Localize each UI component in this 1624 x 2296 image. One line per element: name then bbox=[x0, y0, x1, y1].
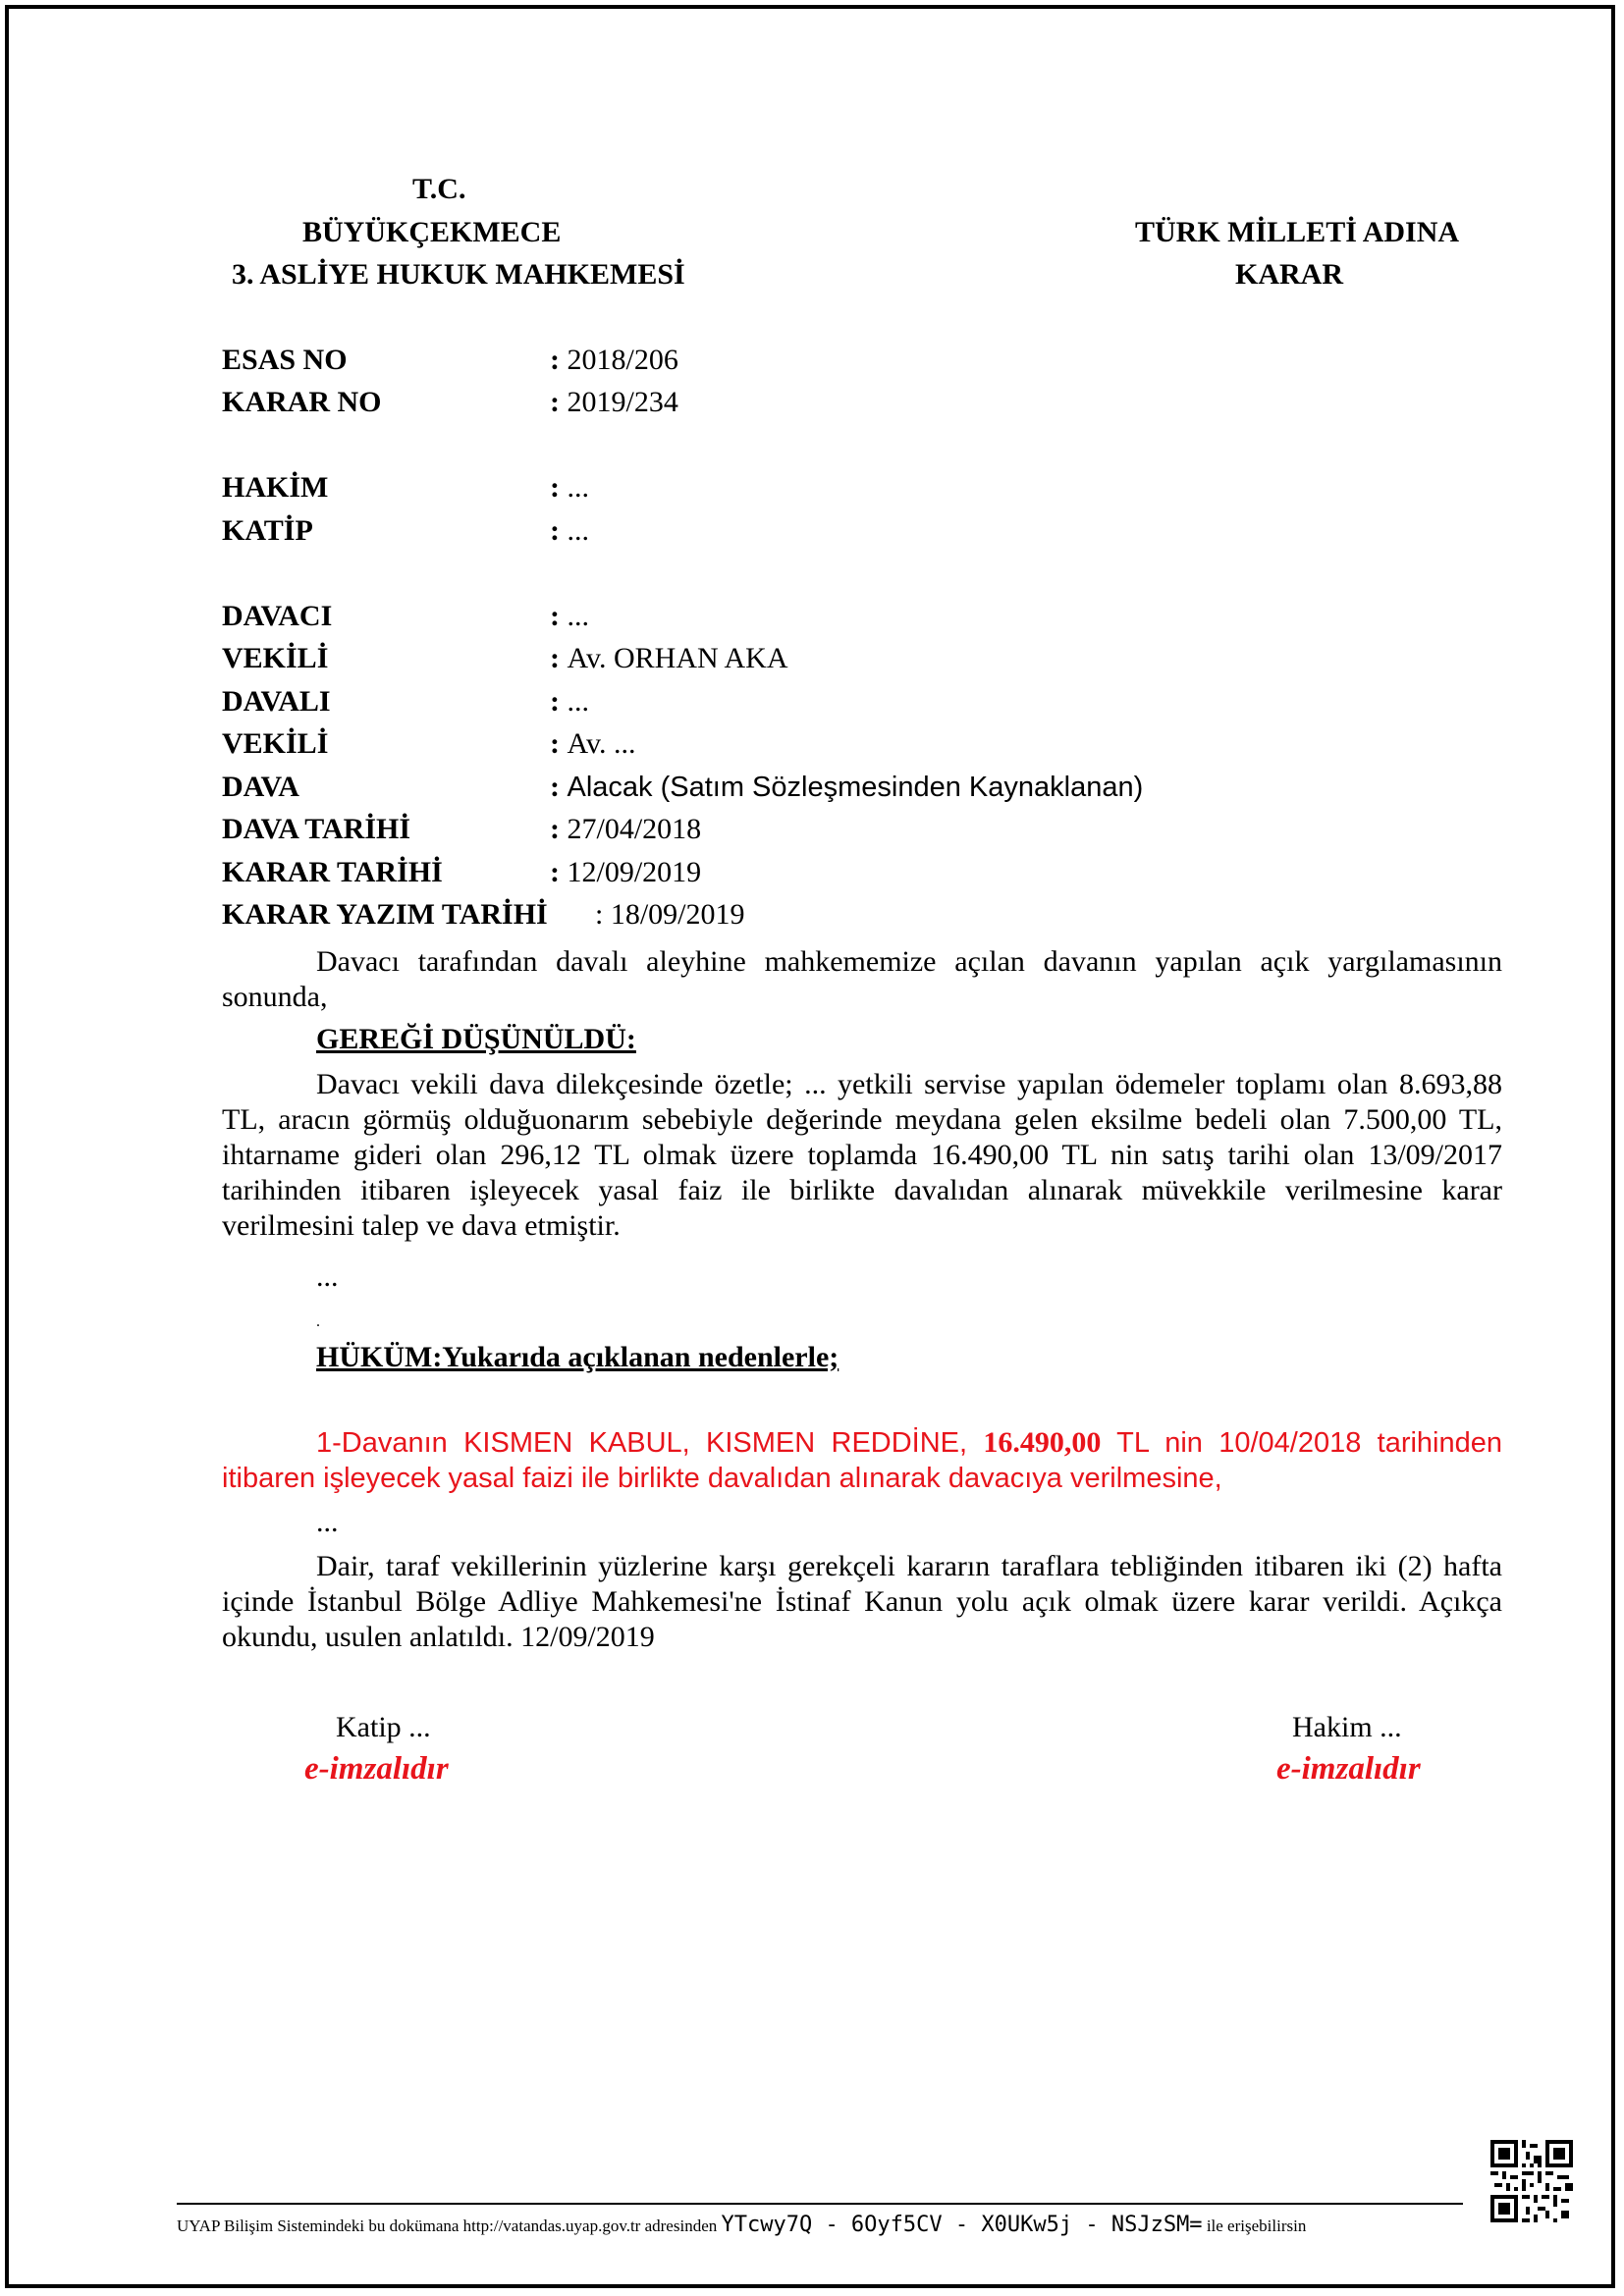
verdict-paragraph: 1-Davanın KISMEN KABUL, KISMEN REDDİNE, 16.490,00 TL nin 10/04/2018 tarihinden itibaren işleyecek yasal faizi ile birlikte davalıdan alınarak davacıya verilmesine, bbox=[222, 1426, 1503, 1494]
label-dava-tarihi: DAVA TARİHİ bbox=[222, 813, 411, 845]
value-karar-tarihi: : 12/09/2019 bbox=[550, 856, 702, 888]
qr-code-icon bbox=[1490, 2140, 1573, 2222]
header-city: BÜYÜKÇEKMECE bbox=[302, 216, 562, 248]
intro-paragraph: Davacı tarafından davalı aleyhine mahkememize açılan davanın yapılan açık yargılamasının sonunda, bbox=[222, 945, 1502, 1013]
footer-rule bbox=[177, 2203, 1463, 2205]
footer-prefix: UYAP Bilişim Sistemindeki bu dokümana http://vatandas.uyap.gov.tr adresinden bbox=[177, 2216, 718, 2235]
header-nation: TÜRK MİLLETİ ADINA bbox=[1135, 216, 1460, 248]
label-hakim: HAKİM bbox=[222, 471, 329, 504]
label-karar-no: KARAR NO bbox=[222, 386, 382, 418]
value-katip: : ... bbox=[550, 514, 589, 547]
label-katip: KATİP bbox=[222, 514, 313, 547]
label-karar-tarihi: KARAR TARİHİ bbox=[222, 856, 443, 888]
judge-label: Hakim ... bbox=[1292, 1711, 1402, 1743]
label-davaci: DAVACI bbox=[222, 600, 333, 632]
closing-paragraph: Dair, taraf vekillerinin yüzlerine karşı gerekçeli kararın taraflara tebliğinden itibaren iki (2) hafta içinde İstanbul Bölge Adliye Mahkemesi'ne İstinaf Kanun yolu açık olmak üzere karar verildi. Açıkça okundu, usulen anlatıldı. 12/09/2019 bbox=[222, 1550, 1502, 1653]
judge-esign: e-imzalıdır bbox=[1276, 1751, 1421, 1787]
value-davaci-vekili: : Av. ORHAN AKA bbox=[550, 642, 788, 674]
footer-code: YTcwy7Q - 6Oyf5CV - X0UKw5j - NSJzSM= bbox=[721, 2213, 1203, 2237]
label-davali: DAVALI bbox=[222, 685, 331, 718]
clerk-esign: e-imzalıdır bbox=[304, 1751, 449, 1787]
heading-gerekci: GEREĞİ DÜŞÜNÜLDÜ: bbox=[316, 1023, 636, 1055]
value-hakim: : ... bbox=[550, 471, 589, 504]
value-davaci: : ... bbox=[550, 600, 589, 632]
value-karar-no: : 2019/234 bbox=[550, 386, 678, 418]
clerk-label: Katip ... bbox=[336, 1711, 431, 1743]
summary-paragraph: Davacı vekili dava dilekçesinde özetle; ... yetkili servise yapılan ödemeler toplamı olan 8.693,88 TL, aracın görmüş olduğuonarım sebebiyle değerinde meydana gelen eksilme bedeli olan 7.500,00 TL, ihtarname gideri olan 296,12 TL olmak üzere toplamda 16.490,00 TL nin satış tarihi olan 13/09/2017 tarihinden itibaren işleyecek yasal faiz ile birlikte davalıdan alınarak müvekkile verilmesine karar verilmesini talep ve dava etmiştir. bbox=[222, 1068, 1502, 1242]
dot-marker: . bbox=[316, 1313, 320, 1330]
header-doc-type: KARAR bbox=[1235, 258, 1343, 291]
footer-suffix: ile erişebilirsin bbox=[1206, 2216, 1307, 2235]
ellipsis-1: ... bbox=[316, 1260, 339, 1293]
verdict-amount: 16.490,00 bbox=[983, 1426, 1102, 1459]
ellipsis-2: ... bbox=[316, 1506, 339, 1538]
value-dava-tarihi: : 27/04/2018 bbox=[550, 813, 702, 845]
value-davali-vekili: : Av. ... bbox=[550, 727, 636, 760]
header-court: 3. ASLİYE HUKUK MAHKEMESİ bbox=[232, 258, 685, 291]
value-esas-no: : 2018/206 bbox=[550, 344, 678, 376]
value-dava: : Alacak (Satım Sözleşmesinden Kaynaklanan) bbox=[550, 771, 1144, 803]
header-tc: T.C. bbox=[412, 173, 466, 205]
label-davaci-vekili: VEKİLİ bbox=[222, 642, 329, 674]
label-esas-no: ESAS NO bbox=[222, 344, 348, 376]
label-dava: DAVA bbox=[222, 771, 299, 803]
label-davali-vekili: VEKİLİ bbox=[222, 727, 329, 760]
heading-hukum: HÜKÜM:Yukarıda açıklanan nedenlerle; bbox=[316, 1341, 839, 1373]
footer-verification bbox=[177, 2213, 1306, 2237]
value-karar-yazim-tarihi: : 18/09/2019 bbox=[595, 898, 745, 931]
value-davali: : ... bbox=[550, 685, 589, 718]
label-karar-yazim-tarihi: KARAR YAZIM TARİHİ bbox=[222, 898, 548, 931]
